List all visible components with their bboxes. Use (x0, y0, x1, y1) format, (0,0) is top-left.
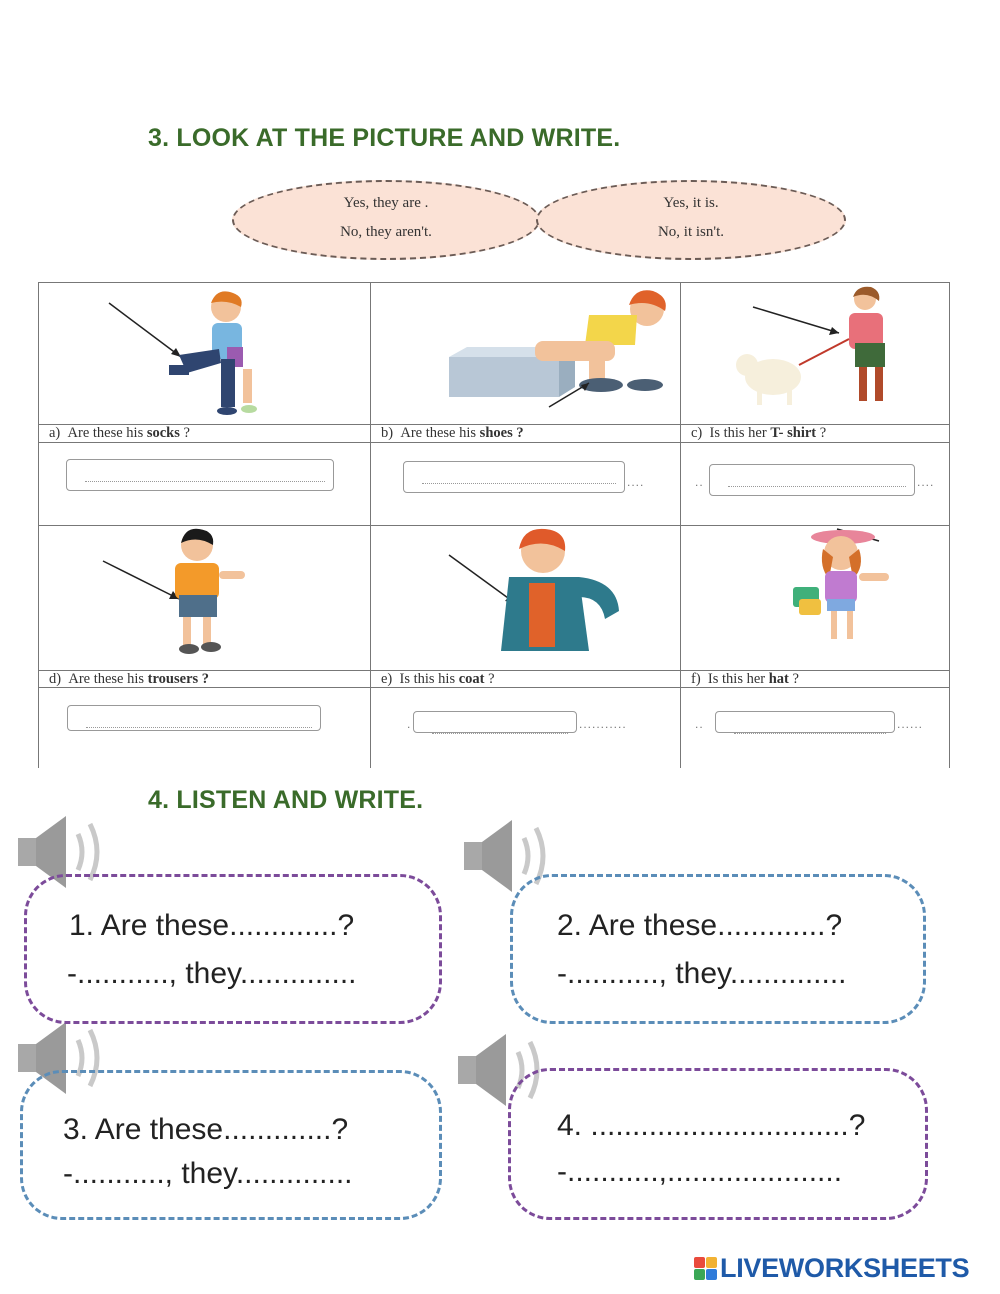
answer-input-e[interactable] (413, 711, 577, 733)
dotted-line: .. (695, 475, 704, 489)
answer-input-f[interactable] (715, 711, 895, 733)
dotted-line: . (407, 717, 412, 731)
logo-text: LIVEWORKSHEETS (720, 1252, 970, 1283)
liveworksheets-logo (694, 1254, 969, 1282)
boy-with-trousers-image (99, 527, 319, 667)
question-d: d) Are these his trousers ? (49, 671, 210, 687)
answer-input-a[interactable] (66, 459, 334, 491)
boy-with-coat-image (419, 527, 659, 667)
option-yes-it-is: Yes, it is. (663, 195, 719, 211)
question-f: f) Is this her hat ? (691, 671, 799, 687)
listen-bubble-4 (508, 1068, 928, 1220)
picture-question-table (38, 282, 950, 768)
answer-input-d[interactable] (67, 705, 321, 731)
dotted-line: ...... (897, 717, 924, 731)
dotted-line: .... (627, 475, 645, 489)
answer-input-c[interactable] (709, 464, 915, 496)
listen-answer-1: -..........., they.............. (67, 957, 357, 990)
boy-with-socks-image (99, 285, 319, 421)
option-yes-they-are: Yes, they are . (343, 195, 429, 211)
listen-answer-3: -..........., they.............. (63, 1157, 353, 1190)
listen-question-4: 4. ...............................? (557, 1109, 866, 1142)
answer-options-plural (232, 180, 540, 260)
dotted-line: .. (695, 717, 704, 731)
boy-tying-shoes-image (439, 285, 679, 421)
section-3-title: 3. LOOK AT THE PICTURE AND WRITE. (148, 124, 621, 152)
option-no-it-isnt: No, it isn't. (657, 224, 725, 240)
listen-bubble-2 (510, 874, 926, 1024)
dotted-line: .... (917, 475, 935, 489)
listen-answer-2: -..........., they.............. (557, 957, 847, 990)
question-b: b) Are these his shoes ? (381, 425, 524, 441)
listen-question-3: 3. Are these.............? (63, 1113, 349, 1146)
dotted-line: ........... (579, 717, 627, 731)
listen-question-2: 2. Are these.............? (557, 909, 843, 942)
question-c: c) Is this her T- shirt ? (691, 425, 827, 441)
question-e: e) Is this his coat ? (381, 671, 495, 687)
girl-with-hat-image (759, 527, 959, 667)
listen-bubble-1 (24, 874, 442, 1024)
section-4-title: 4. LISTEN AND WRITE. (148, 786, 424, 814)
listen-answer-4: -...........,..................... (557, 1155, 843, 1188)
girl-walking-dog-image (729, 285, 949, 421)
answer-input-b[interactable] (403, 461, 625, 493)
listen-bubble-3 (20, 1070, 442, 1220)
listen-question-1: 1. Are these.............? (69, 909, 355, 942)
question-a: a) Are these his socks ? (49, 425, 190, 441)
answer-options-singular (536, 180, 846, 260)
option-no-they-arent: No, they aren't. (340, 224, 432, 240)
logo-icon (694, 1257, 717, 1280)
